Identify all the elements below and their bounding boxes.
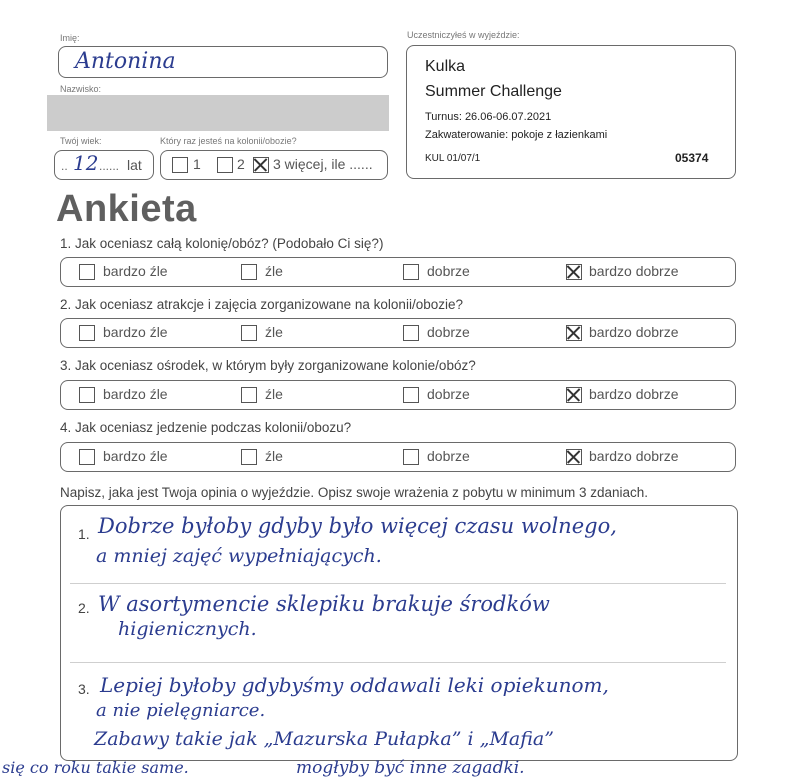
q4-opt-4: bardzo dobrze: [589, 448, 679, 464]
camp-turnus: Turnus: 26.06-06.07.2021: [425, 111, 552, 123]
imie-value: Antonina: [75, 49, 176, 74]
q4-dobrze-checkbox[interactable]: [403, 449, 419, 465]
q4-opt-2: źle: [265, 448, 283, 464]
question-1-options: [60, 257, 736, 287]
question-3: 3. Jak oceniasz ośrodek, w którym były zorganizowane kolonie/obóz?: [60, 358, 476, 373]
question-4-options: [60, 442, 736, 472]
question-3-options: [60, 380, 736, 410]
q1-zle-checkbox[interactable]: [241, 264, 257, 280]
camp-name: Kulka: [425, 58, 466, 75]
q1-bardzo-zle-checkbox[interactable]: [79, 264, 95, 280]
page-title: Ankieta: [56, 188, 197, 230]
answer-number-1: 1.: [78, 526, 90, 542]
question-2: 2. Jak oceniasz atrakcje i zajęcia zorganizowane na kolonii/obozie?: [60, 297, 463, 312]
wiek-value: 12: [73, 151, 99, 175]
answer-line-2a: W asortymencie sklepiku brakuje środków: [98, 592, 550, 616]
camp-number: 05374: [675, 151, 709, 165]
q4-opt-3: dobrze: [427, 448, 470, 464]
camp-code: KUL 01/07/1: [425, 153, 481, 164]
wiek-suffix: lat: [127, 157, 142, 173]
ktory-option-1: 1: [193, 156, 201, 172]
q2-opt-4: bardzo dobrze: [589, 324, 679, 340]
answer-line-4: Zabawy takie jak „Mazurska Pułapka” i „Mafia”: [94, 728, 554, 750]
q3-dobrze-checkbox[interactable]: [403, 387, 419, 403]
q3-opt-1: bardzo źle: [103, 386, 168, 402]
answer-line-3a: Lepiej byłoby gdybyśmy oddawali leki opiekunom,: [100, 673, 609, 697]
answer-number-2: 2.: [78, 600, 90, 616]
answer-line-3b: a nie pielęgniarce.: [96, 700, 266, 721]
q1-opt-1: bardzo źle: [103, 263, 168, 279]
q3-opt-3: dobrze: [427, 386, 470, 402]
q3-opt-2: źle: [265, 386, 283, 402]
q1-opt-4: bardzo dobrze: [589, 263, 679, 279]
nazwisko-label: Nazwisko:: [60, 84, 102, 94]
q4-zle-checkbox[interactable]: [241, 449, 257, 465]
q3-opt-4: bardzo dobrze: [589, 386, 679, 402]
imie-label: Imię:: [60, 33, 80, 43]
ktory-raz-field: [160, 150, 388, 180]
q2-bardzo-zle-checkbox[interactable]: [79, 325, 95, 341]
answer-line-1b: a mniej zajęć wypełniających.: [96, 545, 382, 567]
q4-bardzo-dobrze-checkbox-checked[interactable]: [566, 449, 582, 465]
q2-opt-2: źle: [265, 324, 283, 340]
wiek-label: Twój wiek:: [60, 136, 102, 146]
q3-bardzo-dobrze-checkbox-checked[interactable]: [566, 387, 582, 403]
answer-line-5b: mogłyby być inne zagadki.: [296, 758, 525, 778]
ktory-raz-label: Który raz jesteś na kolonii/obozie?: [160, 136, 297, 146]
q2-opt-3: dobrze: [427, 324, 470, 340]
q1-opt-2: źle: [265, 263, 283, 279]
q1-opt-3: dobrze: [427, 263, 470, 279]
answer-line: [70, 662, 726, 663]
q3-zle-checkbox[interactable]: [241, 387, 257, 403]
camp-label: Uczestniczyłeś w wyjeździe:: [407, 30, 520, 40]
q2-opt-1: bardzo źle: [103, 324, 168, 340]
imie-field[interactable]: [58, 46, 388, 78]
checkbox-1[interactable]: [172, 157, 188, 173]
q2-dobrze-checkbox[interactable]: [403, 325, 419, 341]
answer-line-1a: Dobrze byłoby gdyby było więcej czasu wolnego,: [98, 514, 617, 538]
q2-zle-checkbox[interactable]: [241, 325, 257, 341]
opinion-prompt: Napisz, jaka jest Twoja opinia o wyjeździe. Opisz swoje wrażenia z pobytu w minimum 3 zdaniach.: [60, 485, 649, 500]
q1-dobrze-checkbox[interactable]: [403, 264, 419, 280]
wiek-field[interactable]: .. 12 ...... lat: [54, 150, 154, 180]
q2-bardzo-dobrze-checkbox-checked[interactable]: [566, 325, 582, 341]
nazwisko-redaction: [47, 95, 389, 131]
q3-bardzo-zle-checkbox[interactable]: [79, 387, 95, 403]
checkbox-3-checked[interactable]: [253, 157, 269, 173]
ktory-option-2: 2: [237, 156, 245, 172]
question-2-options: [60, 318, 736, 348]
camp-program: Summer Challenge: [425, 83, 562, 100]
camp-zakwaterowanie: Zakwaterowanie: pokoje z łazienkami: [425, 129, 608, 141]
answer-line-2b: higienicznych.: [118, 618, 257, 640]
q4-bardzo-zle-checkbox[interactable]: [79, 449, 95, 465]
ktory-option-3: 3 więcej, ile ......: [273, 156, 373, 172]
answer-line: [70, 583, 726, 584]
question-4: 4. Jak oceniasz jedzenie podczas kolonii/obozu?: [60, 420, 352, 435]
camp-box: [406, 45, 736, 179]
question-1: 1. Jak oceniasz całą kolonię/obóz? (Podobało Ci się?): [60, 236, 384, 251]
q1-bardzo-dobrze-checkbox-checked[interactable]: [566, 264, 582, 280]
checkbox-2[interactable]: [217, 157, 233, 173]
q4-opt-1: bardzo źle: [103, 448, 168, 464]
answer-number-3: 3.: [78, 681, 90, 697]
answer-line-5a: się co roku takie same.: [2, 758, 189, 777]
